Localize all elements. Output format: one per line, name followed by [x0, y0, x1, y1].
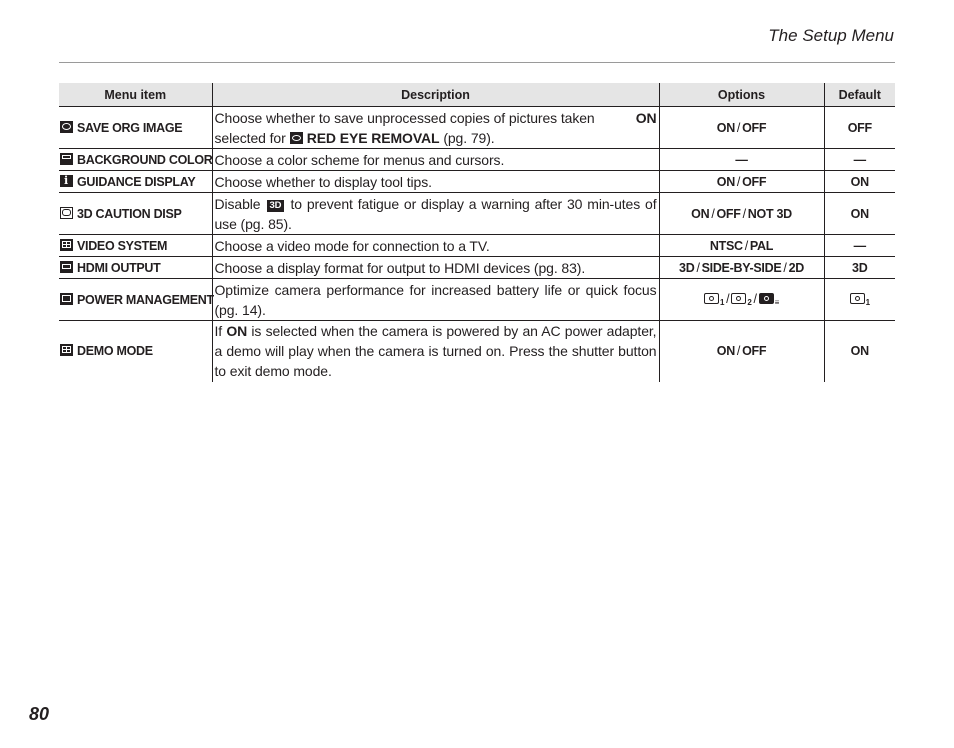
description-cell: Choose a video mode for connection to a TV.: [212, 235, 659, 257]
menu-item-cell: [59, 235, 212, 257]
options-cell: ON / OFF: [659, 321, 824, 382]
menu-item-label: GUIDANCE DISPLAY: [77, 174, 196, 189]
option-value: PAL: [749, 238, 774, 253]
table-row: [59, 149, 895, 171]
table-row: [59, 171, 895, 193]
menu-item-label: BACKGROUND COLOR: [77, 152, 213, 167]
power-management-icon: [60, 293, 73, 305]
description-text: If: [214, 323, 223, 340]
default-cell: ON: [824, 171, 895, 193]
table-row: [59, 279, 895, 321]
red-eye-icon: [290, 132, 303, 144]
quick-af-icon: [759, 293, 774, 304]
menu-item-label: VIDEO SYSTEM: [77, 238, 168, 253]
description-text: to prevent fatigue or display a warning after 30 min-utes of use (pg. 85).: [214, 195, 657, 232]
menu-item-label: SAVE ORG IMAGE: [77, 120, 183, 135]
option-value: NOT 3D: [747, 206, 792, 221]
menu-item-cell: [59, 107, 212, 149]
description-cell: [212, 193, 659, 235]
video-system-icon: [60, 239, 73, 251]
default-cell: OFF: [824, 107, 895, 149]
option-value: ON: [691, 206, 710, 221]
description-cell: [212, 321, 659, 382]
description-cell: [212, 107, 659, 149]
3d-badge-icon: 3D: [267, 200, 285, 212]
option-value: OFF: [716, 206, 741, 221]
options-cell: 3D / SIDE-BY-SIDE / 2D: [659, 257, 824, 279]
options-cell: ON / OFF: [659, 107, 824, 149]
description-cell: Choose a color scheme for menus and cursors.: [212, 149, 659, 171]
column-header-options: Options: [659, 83, 824, 107]
option-value: OFF: [742, 120, 767, 135]
table-row: [59, 235, 895, 257]
menu-item-label: 3D CAUTION DISP: [77, 206, 182, 221]
options-cell: $_1$ / $_2$ / $_\equiv$: [659, 279, 824, 321]
column-header-default: Default: [824, 83, 895, 107]
description-cell: Choose a display format for output to HDMI devices (pg. 83).: [212, 257, 659, 279]
options-cell: ON / OFF: [659, 171, 824, 193]
background-color-icon: [60, 153, 73, 165]
menu-item-cell: [59, 193, 212, 235]
menu-item-cell: [59, 257, 212, 279]
default-cell: 3D: [824, 257, 895, 279]
menu-item-cell: [59, 279, 212, 321]
description-text: selected for: [214, 129, 286, 146]
hdmi-output-icon: [60, 261, 73, 273]
description-page-reference: (pg. 79).: [443, 129, 495, 146]
description-cell: Optimize camera performance for increased battery life or quick focus (pg. 14).: [212, 279, 659, 321]
option-value: SIDE-BY-SIDE: [701, 260, 782, 275]
table-row: [59, 257, 895, 279]
option-value: 2D: [788, 260, 804, 275]
section-title: The Setup Menu: [768, 26, 894, 45]
table-header-row: [59, 83, 895, 107]
default-cell: 1: [824, 279, 895, 321]
menu-item-cell: [59, 171, 212, 193]
option-value: 3D: [679, 260, 695, 275]
description-cell: Choose whether to display tool tips.: [212, 171, 659, 193]
option-value: ON: [716, 120, 735, 135]
description-on-value: ON: [226, 323, 248, 340]
menu-item-label: POWER MANAGEMENT: [77, 292, 214, 307]
option-value: NTSC: [709, 238, 743, 253]
power-save-1-icon: [704, 293, 719, 304]
description-on-value: ON: [635, 109, 657, 126]
description-menu-reference: RED EYE REMOVAL: [306, 129, 440, 146]
default-cell: ON: [824, 321, 895, 382]
3d-caution-icon: [60, 207, 73, 219]
option-value: OFF: [742, 344, 767, 359]
default-cell: ON: [824, 193, 895, 235]
menu-item-cell: [59, 321, 212, 382]
page-number: 80: [29, 704, 50, 724]
save-org-image-icon: [60, 121, 73, 133]
power-save-2-icon: [731, 293, 746, 304]
menu-item-label: HDMI OUTPUT: [77, 260, 161, 275]
description-text: is selected when the camera is powered by an AC power adapter, a demo will play when the camera is turned on. Press the shutter button to exit demo mode.: [214, 323, 657, 380]
option-value: ON: [716, 344, 735, 359]
power-save-1-icon: [850, 293, 865, 304]
table-row: [59, 193, 895, 235]
default-cell: —: [824, 149, 895, 171]
guidance-display-icon: [60, 175, 73, 187]
default-cell: —: [824, 235, 895, 257]
options-cell: NTSC / PAL: [659, 235, 824, 257]
options-cell: —: [659, 149, 824, 171]
column-header-description: Description: [212, 83, 659, 107]
table-row: [59, 321, 895, 382]
options-cell: ON / OFF / NOT 3D: [659, 193, 824, 235]
column-header-menu-item: Menu item: [59, 83, 212, 107]
description-text: Choose whether to save unprocessed copies of pictures taken: [214, 109, 595, 126]
table-row: [59, 107, 895, 149]
setup-menu-table: [59, 83, 895, 382]
menu-item-label: DEMO MODE: [77, 344, 153, 359]
header-divider: [59, 62, 895, 63]
option-value: ON: [716, 174, 735, 189]
demo-mode-icon: [60, 344, 73, 356]
option-value: OFF: [742, 174, 767, 189]
menu-item-cell: [59, 149, 212, 171]
description-text: Disable: [214, 195, 261, 212]
